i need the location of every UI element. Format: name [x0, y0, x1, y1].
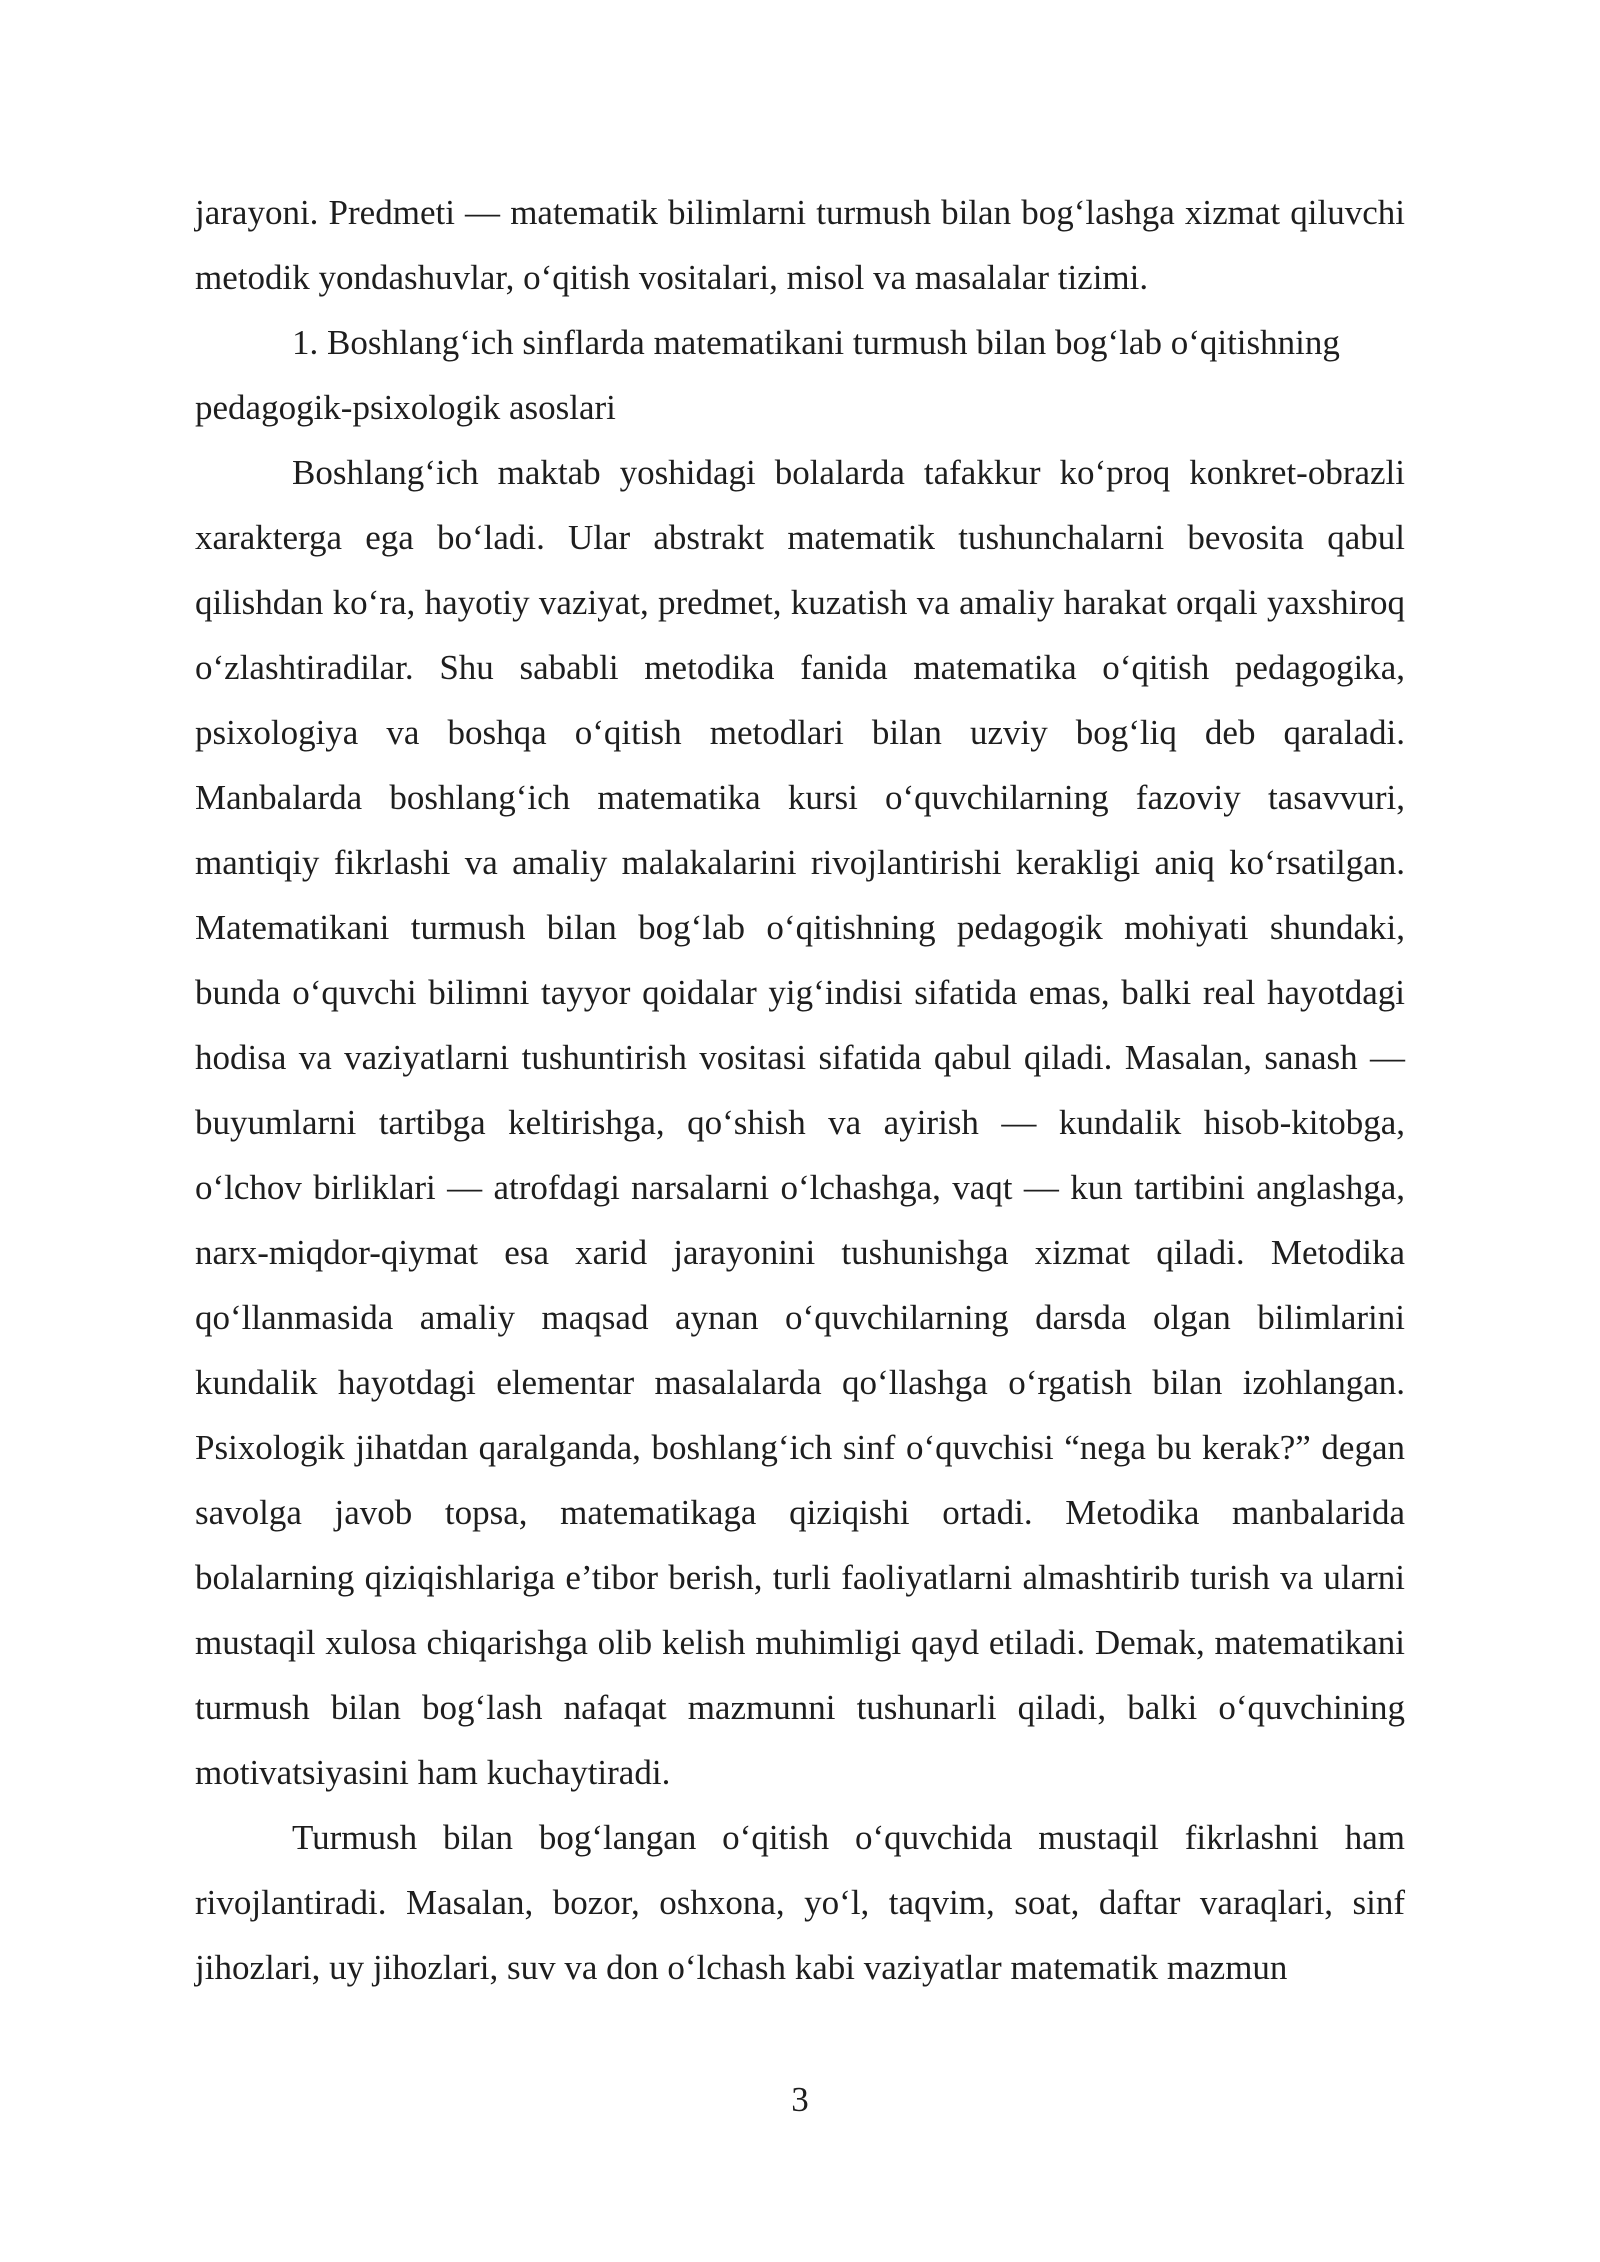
section-heading: 1. Boshlang‘ich sinflarda matematikani turmush bilan bog‘lab o‘qitishning pedagogik-psixologik asoslari	[195, 323, 1340, 427]
paragraph-continuation: jarayoni. Predmeti — matematik bilimlarni turmush bilan bog‘lashga xizmat qiluvchi metodik yondashuvlar, o‘qitish vositalari, misol va masalalar tizimi.	[195, 193, 1405, 297]
document-page	[195, 180, 1405, 2000]
body-paragraph: Boshlang‘ich maktab yoshidagi bolalarda tafakkur ko‘proq konkret-obrazli xarakterga ega bo‘ladi. Ular abstrakt matematik tushunchalarni bevosita qabul qilishdan ko‘ra, hayotiy vaziyat, predmet, kuzatish va amaliy harakat orqali yaxshiroq o‘zlashtiradilar. Shu sababli metodika fanida matematika o‘qitish pedagogika, psixologiya va boshqa o‘qitish metodlari bilan uzviy bog‘liq deb qaraladi. Manbalarda boshlang‘ich matematika kursi o‘quvchilarning fazoviy tasavvuri, mantiqiy fikrlashi va amaliy malakalarini rivojlantirishi kerakligi aniq ko‘rsatilgan. Matematikani turmush bilan bog‘lab o‘qitishning pedagogik mohiyati shundaki, bunda o‘quvchi bilimni tayyor qoidalar yig‘indisi sifatida emas, balki real hayotdagi hodisa va vaziyatlarni tushuntirish vositasi sifatida qabul qiladi. Masalan, sanash — buyumlarni tartibga keltirishga, qo‘shish va ayirish — kundalik hisob-kitobga, o‘lchov birliklari — atrofdagi narsalarni o‘lchashga, vaqt — kun tartibini anglashga, narx-miqdor-qiymat esa xarid jarayonini tushunishga xizmat qiladi. Metodika qo‘llanmasida amaliy maqsad aynan o‘quvchilarning darsda olgan bilimlarini kundalik hayotdagi elementar masalalarda qo‘llashga o‘rgatish bilan izohlangan. Psixologik jihatdan qaralganda, boshlang‘ich sinf o‘quvchisi “nega bu kerak?” degan savolga javob topsa, matematikaga qiziqishi ortadi. Metodika manbalarida bolalarning qiziqishlariga e’tibor berish, turli faoliyatlarni almashtirib turish va ularni mustaqil xulosa chiqarishga olib kelish muhimligi qayd etiladi. Demak, matematikani turmush bilan bog‘lash nafaqat mazmunni tushunarli qiladi, balki o‘quvchining motivatsiyasini ham kuchaytiradi.	[195, 453, 1405, 1792]
body-paragraph: Turmush bilan bog‘langan o‘qitish o‘quvchida mustaqil fikrlashni ham rivojlantiradi. Masalan, bozor, oshxona, yo‘l, taqvim, soat, daftar varaqlari, sinf jihozlari, uy jihozlari, suv va don o‘lchash kabi vaziyatlar matematik mazmun	[195, 1818, 1405, 1987]
page-number: 3	[791, 2080, 809, 2119]
